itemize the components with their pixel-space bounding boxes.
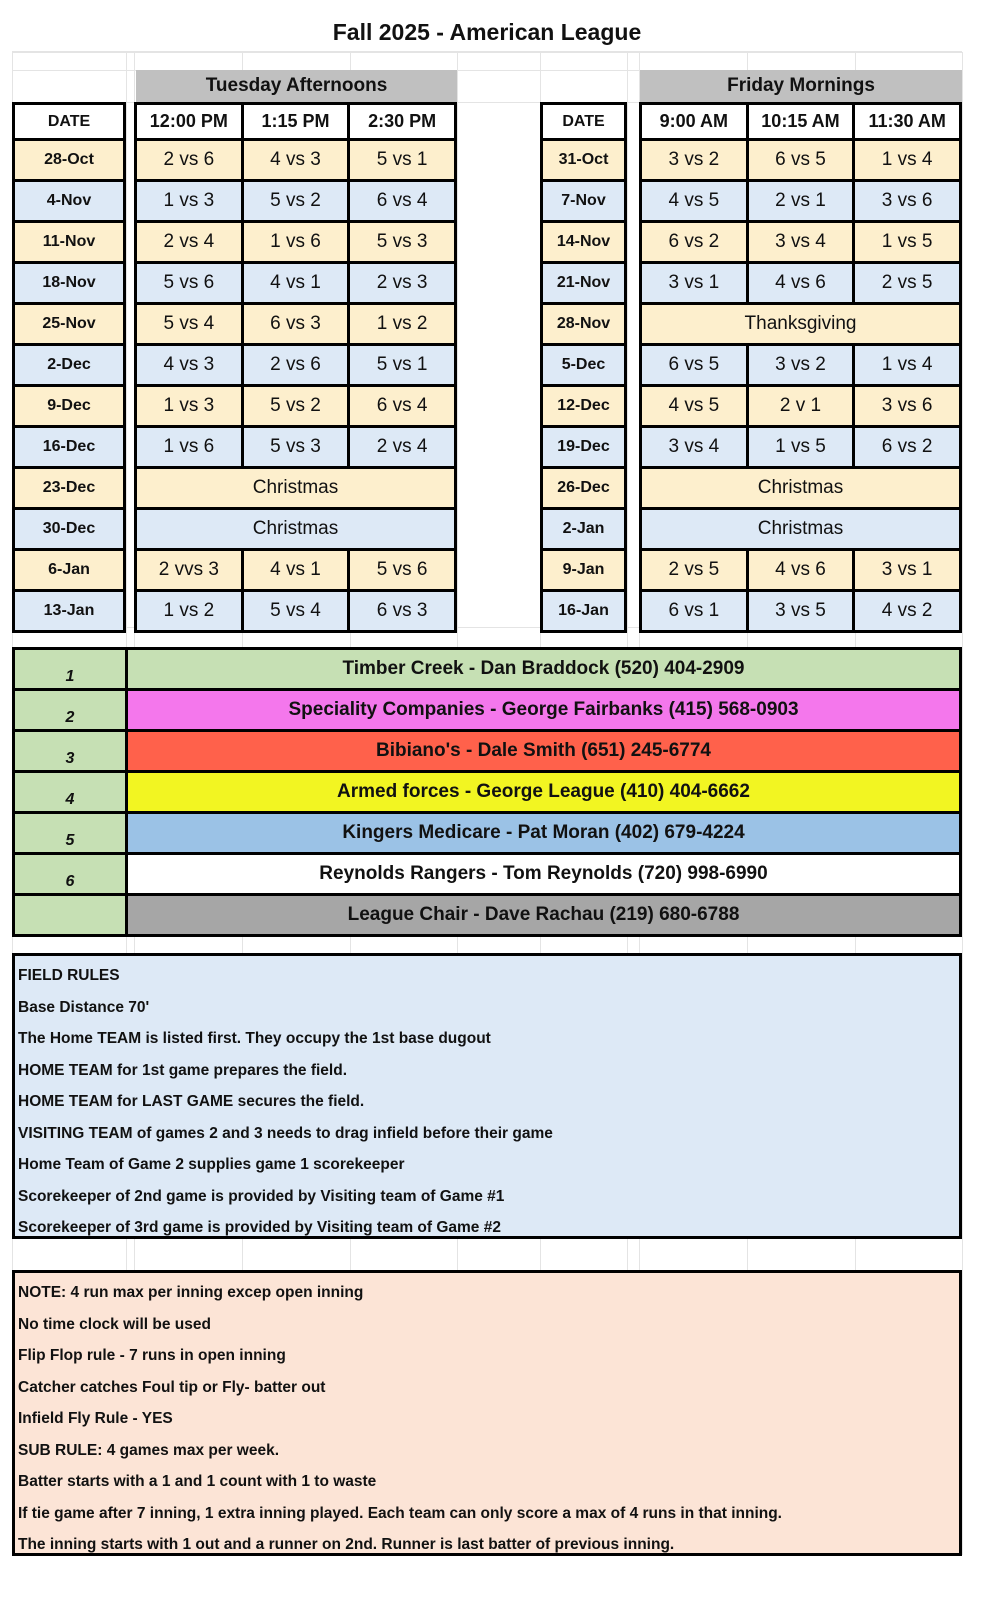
date-cell: 21-Nov xyxy=(542,263,626,304)
date-cell: 18-Nov xyxy=(14,263,125,304)
matchup-cell: 1 vs 4 xyxy=(854,140,961,181)
matchup-cell: 4 vs 3 xyxy=(242,140,349,181)
team-number xyxy=(14,895,127,936)
holiday-cell: Christmas xyxy=(136,509,456,550)
matchup-cell: 4 vs 5 xyxy=(641,181,748,222)
team-row xyxy=(14,690,961,731)
header-row xyxy=(14,104,125,140)
schedule-row xyxy=(542,468,626,509)
date-cell: 30-Dec xyxy=(14,509,125,550)
matchup-cell: 2 vs 5 xyxy=(854,263,961,304)
matchup-cell: 3 vs 1 xyxy=(641,263,748,304)
team-row xyxy=(14,854,961,895)
field-rule-line: Scorekeeper of 3rd game is provided by Visiting team of Game #2 xyxy=(18,1219,501,1236)
schedule-row xyxy=(542,345,626,386)
matchup-cell: 4 vs 1 xyxy=(242,550,349,591)
schedule-row xyxy=(641,181,961,222)
team-number: 1 xyxy=(14,649,127,690)
schedule-row xyxy=(641,222,961,263)
matchup-cell: 4 vs 6 xyxy=(747,263,854,304)
matchup-cell: 2 v 1 xyxy=(747,386,854,427)
schedule-row xyxy=(14,345,125,386)
schedule-row xyxy=(136,345,456,386)
matchup-cell: 3 vs 6 xyxy=(854,386,961,427)
date-cell: 16-Jan xyxy=(542,591,626,632)
note-line: Infield Fly Rule - YES xyxy=(18,1410,173,1427)
holiday-cell: Christmas xyxy=(641,509,961,550)
team-row xyxy=(14,772,961,813)
matchup-cell: 5 vs 6 xyxy=(349,550,456,591)
header-row xyxy=(542,104,626,140)
team-row xyxy=(14,895,961,936)
schedule-row xyxy=(641,509,961,550)
date-cell: 4-Nov xyxy=(14,181,125,222)
date-cell: 7-Nov xyxy=(542,181,626,222)
matchup-cell: 6 vs 3 xyxy=(349,591,456,632)
team-number: 3 xyxy=(14,731,127,772)
matchup-cell: 2 vs 3 xyxy=(349,263,456,304)
friday-heading: Friday Mornings xyxy=(640,70,962,102)
schedule-row xyxy=(136,222,456,263)
matchup-cell: 3 vs 4 xyxy=(747,222,854,263)
date-cell: 19-Dec xyxy=(542,427,626,468)
schedule-row xyxy=(641,591,961,632)
holiday-cell: Christmas xyxy=(641,468,961,509)
date-cell: 16-Dec xyxy=(14,427,125,468)
schedule-row xyxy=(136,550,456,591)
team-row xyxy=(14,731,961,772)
field-rule-line: HOME TEAM for 1st game prepares the field. xyxy=(18,1061,348,1079)
gridline xyxy=(12,52,962,53)
matchup-cell: 6 vs 4 xyxy=(349,386,456,427)
matchup-cell: 5 vs 3 xyxy=(349,222,456,263)
matchup-cell: 1 vs 5 xyxy=(854,222,961,263)
matchup-cell: 1 vs 4 xyxy=(854,345,961,386)
date-cell: 23-Dec xyxy=(14,468,125,509)
matchup-cell: 1 vs 3 xyxy=(136,181,243,222)
schedule-row xyxy=(14,263,125,304)
date-cell: 2-Jan xyxy=(542,509,626,550)
matchup-cell: 3 vs 2 xyxy=(641,140,748,181)
schedule-row xyxy=(14,550,125,591)
team-row xyxy=(14,813,961,854)
matchup-cell: 4 vs 1 xyxy=(242,263,349,304)
matchup-cell: 2 vs 6 xyxy=(136,140,243,181)
time-slot-header: 1:15 PM xyxy=(242,104,349,140)
matchup-cell: 5 vs 3 xyxy=(242,427,349,468)
schedule-row xyxy=(136,304,456,345)
tuesday-heading: Tuesday Afternoons xyxy=(136,70,457,102)
matchup-cell: 5 vs 1 xyxy=(349,345,456,386)
friday-date-column xyxy=(540,102,627,633)
field-rule-line: Home Team of Game 2 supplies game 1 scorekeeper xyxy=(18,1156,405,1173)
schedule-row xyxy=(542,304,626,345)
schedule-row xyxy=(542,591,626,632)
matchup-cell: 5 vs 1 xyxy=(349,140,456,181)
schedule-row xyxy=(136,591,456,632)
time-slot-header: 9:00 AM xyxy=(641,104,748,140)
schedule-row xyxy=(136,181,456,222)
team-contact: Bibiano's - Dale Smith (651) 245-6774 xyxy=(127,731,961,772)
date-cell: 9-Dec xyxy=(14,386,125,427)
date-header: DATE xyxy=(14,104,125,140)
team-contact: Speciality Companies - George Fairbanks (415) 568-0903 xyxy=(127,690,961,731)
note-line: The inning starts with 1 out and a runner on 2nd. Runner is last batter of previous inning. xyxy=(18,1536,675,1553)
team-number: 2 xyxy=(14,690,127,731)
matchup-cell: 4 vs 6 xyxy=(747,550,854,591)
matchup-cell: 3 vs 4 xyxy=(641,427,748,468)
time-slot-header: 11:30 AM xyxy=(854,104,961,140)
team-contact: Timber Creek - Dan Braddock (520) 404-2909 xyxy=(127,649,961,690)
schedule-row xyxy=(136,386,456,427)
date-cell: 14-Nov xyxy=(542,222,626,263)
team-row xyxy=(14,649,961,690)
note-line: If tie game after 7 inning, 1 extra inning played. Each team can only score a max of 4 runs in that inning. xyxy=(18,1504,782,1522)
note-line: No time clock will be used xyxy=(18,1315,211,1333)
team-number: 6 xyxy=(14,854,127,895)
holiday-cell: Christmas xyxy=(136,468,456,509)
matchup-cell: 2 vs 5 xyxy=(641,550,748,591)
header-row xyxy=(136,104,456,140)
schedule-row xyxy=(14,181,125,222)
matchup-cell: 1 vs 2 xyxy=(349,304,456,345)
team-contact: Armed forces - George League (410) 404-6662 xyxy=(127,772,961,813)
matchup-cell: 6 vs 5 xyxy=(747,140,854,181)
gridline xyxy=(962,52,963,1555)
schedule-row xyxy=(641,427,961,468)
schedule-row xyxy=(136,468,456,509)
schedule-row xyxy=(14,509,125,550)
date-cell: 13-Jan xyxy=(14,591,125,632)
matchup-cell: 1 vs 3 xyxy=(136,386,243,427)
time-slot-header: 12:00 PM xyxy=(136,104,243,140)
team-number: 5 xyxy=(14,813,127,854)
matchup-cell: 2 vs 4 xyxy=(349,427,456,468)
field-rule-line: HOME TEAM for LAST GAME secures the field. xyxy=(18,1093,365,1110)
matchup-cell: 6 vs 3 xyxy=(242,304,349,345)
schedule-row xyxy=(542,550,626,591)
schedule-row xyxy=(641,468,961,509)
schedule-row xyxy=(14,386,125,427)
team-contact: Kingers Medicare - Pat Moran (402) 679-4224 xyxy=(127,813,961,854)
matchup-cell: 6 vs 5 xyxy=(641,345,748,386)
date-cell: 12-Dec xyxy=(542,386,626,427)
schedule-row xyxy=(542,222,626,263)
header-row xyxy=(641,104,961,140)
matchup-cell: 1 vs 6 xyxy=(136,427,243,468)
friday-schedule-table xyxy=(639,102,962,633)
matchup-cell: 1 vs 6 xyxy=(242,222,349,263)
field-rule-line: Base Distance 70' xyxy=(18,998,150,1016)
matchup-cell: 5 vs 4 xyxy=(136,304,243,345)
schedule-row xyxy=(14,304,125,345)
schedule-row xyxy=(542,509,626,550)
team-contact: Reynolds Rangers - Tom Reynolds (720) 998-6990 xyxy=(127,854,961,895)
matchup-cell: 4 vs 5 xyxy=(641,386,748,427)
time-slot-header: 2:30 PM xyxy=(349,104,456,140)
team-number: 4 xyxy=(14,772,127,813)
matchup-cell: 3 vs 1 xyxy=(854,550,961,591)
notes-box xyxy=(12,1270,962,1556)
note-line: NOTE: 4 run max per inning excep open inning xyxy=(18,1284,364,1301)
schedule-row xyxy=(542,263,626,304)
team-contact: League Chair - Dave Rachau (219) 680-6788 xyxy=(127,895,961,936)
date-cell: 25-Nov xyxy=(14,304,125,345)
matchup-cell: 4 vs 3 xyxy=(136,345,243,386)
field-rule-line: FIELD RULES xyxy=(18,967,120,984)
schedule-row xyxy=(136,427,456,468)
schedule-row xyxy=(136,509,456,550)
schedule-row xyxy=(542,140,626,181)
field-rule-line: VISITING TEAM of games 2 and 3 needs to drag infield before their game xyxy=(18,1124,553,1142)
matchup-cell: 3 vs 6 xyxy=(854,181,961,222)
matchup-cell: 3 vs 5 xyxy=(747,591,854,632)
matchup-cell: 6 vs 1 xyxy=(641,591,748,632)
schedule-row xyxy=(641,140,961,181)
schedule-row xyxy=(136,140,456,181)
tuesday-date-column xyxy=(12,102,126,633)
matchup-cell: 6 vs 2 xyxy=(854,427,961,468)
field-rule-line: Scorekeeper of 2nd game is provided by Visiting team of Game #1 xyxy=(18,1187,505,1205)
schedule-row xyxy=(542,386,626,427)
matchup-cell: 3 vs 2 xyxy=(747,345,854,386)
date-cell: 26-Dec xyxy=(542,468,626,509)
matchup-cell: 6 vs 2 xyxy=(641,222,748,263)
matchup-cell: 5 vs 6 xyxy=(136,263,243,304)
schedule-row xyxy=(641,550,961,591)
schedule-row xyxy=(136,263,456,304)
schedule-row xyxy=(14,427,125,468)
schedule-row xyxy=(14,591,125,632)
schedule-row xyxy=(641,345,961,386)
page-title: Fall 2025 - American League xyxy=(12,14,962,52)
date-cell: 5-Dec xyxy=(542,345,626,386)
date-cell: 2-Dec xyxy=(14,345,125,386)
matchup-cell: 5 vs 2 xyxy=(242,181,349,222)
date-cell: 28-Nov xyxy=(542,304,626,345)
field-rule-line: The Home TEAM is listed first. They occupy the 1st base dugout xyxy=(18,1030,491,1047)
matchup-cell: 2 vvs 3 xyxy=(136,550,243,591)
schedule-row xyxy=(14,222,125,263)
field-rules-box xyxy=(12,953,962,1239)
note-line: Catcher catches Foul tip or Fly- batter out xyxy=(18,1378,326,1396)
note-line: Flip Flop rule - 7 runs in open inning xyxy=(18,1347,286,1364)
time-slot-header: 10:15 AM xyxy=(747,104,854,140)
schedule-row xyxy=(641,304,961,345)
note-line: Batter starts with a 1 and 1 count with 1 to waste xyxy=(18,1473,377,1490)
schedule-row xyxy=(641,386,961,427)
date-cell: 31-Oct xyxy=(542,140,626,181)
matchup-cell: 2 vs 6 xyxy=(242,345,349,386)
date-cell: 11-Nov xyxy=(14,222,125,263)
date-cell: 6-Jan xyxy=(14,550,125,591)
schedule-row xyxy=(14,140,125,181)
matchup-cell: 1 vs 2 xyxy=(136,591,243,632)
schedule-row xyxy=(14,468,125,509)
matchup-cell: 4 vs 2 xyxy=(854,591,961,632)
matchup-cell: 6 vs 4 xyxy=(349,181,456,222)
tuesday-schedule-table xyxy=(134,102,457,633)
date-header: DATE xyxy=(542,104,626,140)
team-roster-table xyxy=(12,647,962,937)
date-cell: 28-Oct xyxy=(14,140,125,181)
schedule-row xyxy=(542,427,626,468)
schedule-row xyxy=(641,263,961,304)
matchup-cell: 2 vs 4 xyxy=(136,222,243,263)
matchup-cell: 5 vs 4 xyxy=(242,591,349,632)
matchup-cell: 5 vs 2 xyxy=(242,386,349,427)
matchup-cell: 2 vs 1 xyxy=(747,181,854,222)
schedule-row xyxy=(542,181,626,222)
note-line: SUB RULE: 4 games max per week. xyxy=(18,1441,280,1459)
holiday-cell: Thanksgiving xyxy=(641,304,961,345)
matchup-cell: 1 vs 5 xyxy=(747,427,854,468)
date-cell: 9-Jan xyxy=(542,550,626,591)
